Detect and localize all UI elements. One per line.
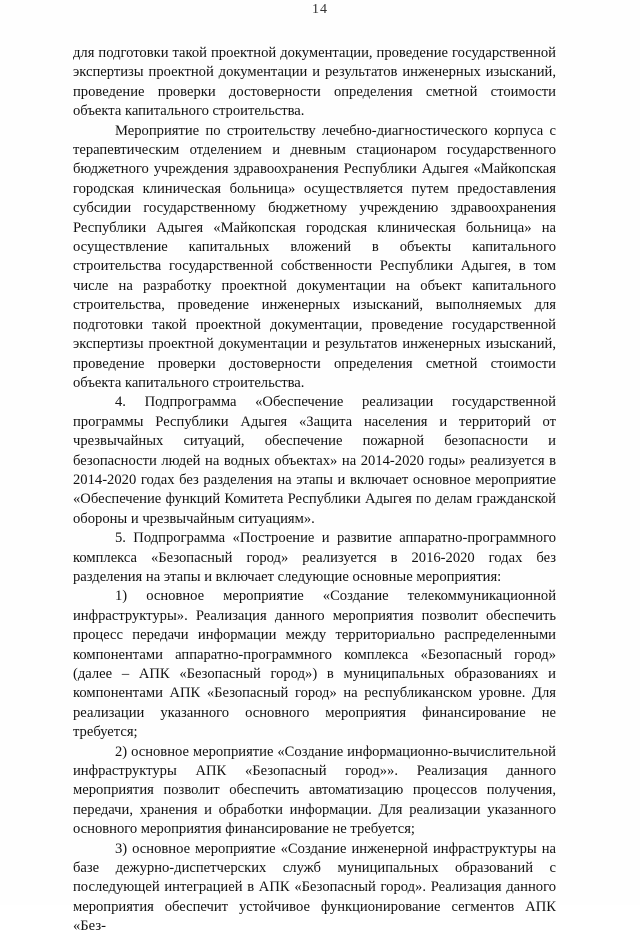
paragraph-continuation: для подготовки такой проектной документации, проведение государственной экспертизы проектной документации и результатов инженерных изысканий, проведение проверки достоверности определения сметной стоимости объекта капитального строительства.: [73, 45, 556, 120]
list-item-computing-infrastructure: 2) основное мероприятие «Создание информационно-вычислительной инфраструктуры АПК «Безопасный город»». Реализация данного мероприятия позволит обеспечить автоматизацию процессов получения, передачи, хранения и обработки информации. Для реализации указанного основного мероприятия финансирование не требуется;: [73, 743, 556, 838]
paragraph-subprogram-5: 5. Подпрограмма «Построение и развитие аппаратно-программного комплекса «Безопасный город» реализуется в 2016-2020 годах без разделения на этапы и включает следующие основные мероприятия:: [73, 530, 556, 585]
document-body: [73, 44, 556, 937]
paragraph-hospital-construction: Мероприятие по строительству лечебно-диагностического корпуса с терапевтическим отделением и дневным стационаром государственного бюджетного учреждения здравоохранения Республики Адыгея «Майкопская городская клиническая больница» осуществляется путем предоставления субсидии государственному бюджетному учреждению здравоохранения Республики Адыгея «Майкопская городская клиническая больница» на осуществление капитальных вложений в объекты капитального строительства государственной собственности Республики Адыгея, в том числе на разработку проектной документации на объект капитального строительства, проведение инженерных изысканий, выполняемых для подготовки такой проектной документации, проведение государственной экспертизы проектной документации и результатов инженерных изысканий, проведение проверки достоверности определения сметной стоимости объекта капитального строительства.: [73, 122, 556, 391]
list-item-telecom-infrastructure: 1) основное мероприятие «Создание телекоммуникационной инфраструктуры». Реализация данного мероприятия позволит обеспечить процесс передачи информации между территориально распределенными компонентами аппаратно-программного комплекса «Безопасный город» (далее – АПК «Безопасный город») в муниципальных образованиях и компонентами АПК «Безопасный город» на республиканском уровне. Для реализации указанного основного мероприятия финансирование не требуется;: [73, 588, 556, 741]
page-number: 14: [312, 2, 328, 17]
list-item-engineering-infrastructure: 3) основное мероприятие «Создание инженерной инфраструктуры на базе дежурно-диспетчерских служб муниципальных образований с последующей интеграцией в АПК «Безопасный город». Реализация данного мероприятия обеспечит устойчивое функционирование сегментов АПК «Без-: [73, 840, 556, 935]
paragraph-subprogram-4: 4. Подпрограмма «Обеспечение реализации государственной программы Республики Адыгея «Защита населения и территорий от чрезвычайных ситуаций, обеспечение пожарной безопасности и безопасности людей на водных объектах» на 2014-2020 годы» реализуется в 2014-2020 годах без разделения на этапы и включает основное мероприятие «Обеспечение функций Комитета Республики Адыгея по делам гражданской обороны и чрезвычайным ситуациям».: [73, 394, 556, 527]
